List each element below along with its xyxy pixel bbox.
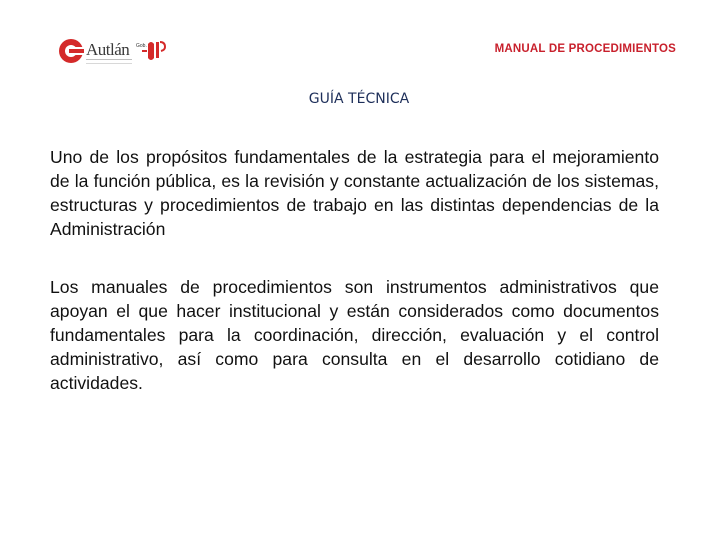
manual-header-title: MANUAL DE PROCEDIMIENTOS bbox=[494, 43, 676, 55]
government-seal-icon bbox=[136, 38, 166, 64]
paragraph-manuals: Los manuales de procedimientos son instrumentos administrativos que apoyan el que hacer institucional y están considerados como documentos fundamentales para la coordinación, dirección, evaluación y el control administrativo, así como para consulta en el desarrollo cotidiano de actividades. bbox=[50, 277, 659, 393]
logo-wordmark: Autlán bbox=[86, 40, 130, 59]
section-title bbox=[0, 91, 720, 107]
paragraph-purpose: Uno de los propósitos fundamentales de la estrategia para el mejoramiento de la función pública, es la revisión y constante actualización de los sistemas, estructuras y procedimientos de trabajo en las distintas dependencias de la Administración bbox=[50, 147, 659, 239]
svg-text:Gob.: Gob. bbox=[136, 43, 147, 49]
logo-underline bbox=[86, 59, 132, 64]
municipal-logo bbox=[58, 36, 168, 68]
autlan-emblem-icon bbox=[58, 38, 84, 64]
section-title-text: GUÍA TÉCNICA bbox=[308, 91, 410, 107]
